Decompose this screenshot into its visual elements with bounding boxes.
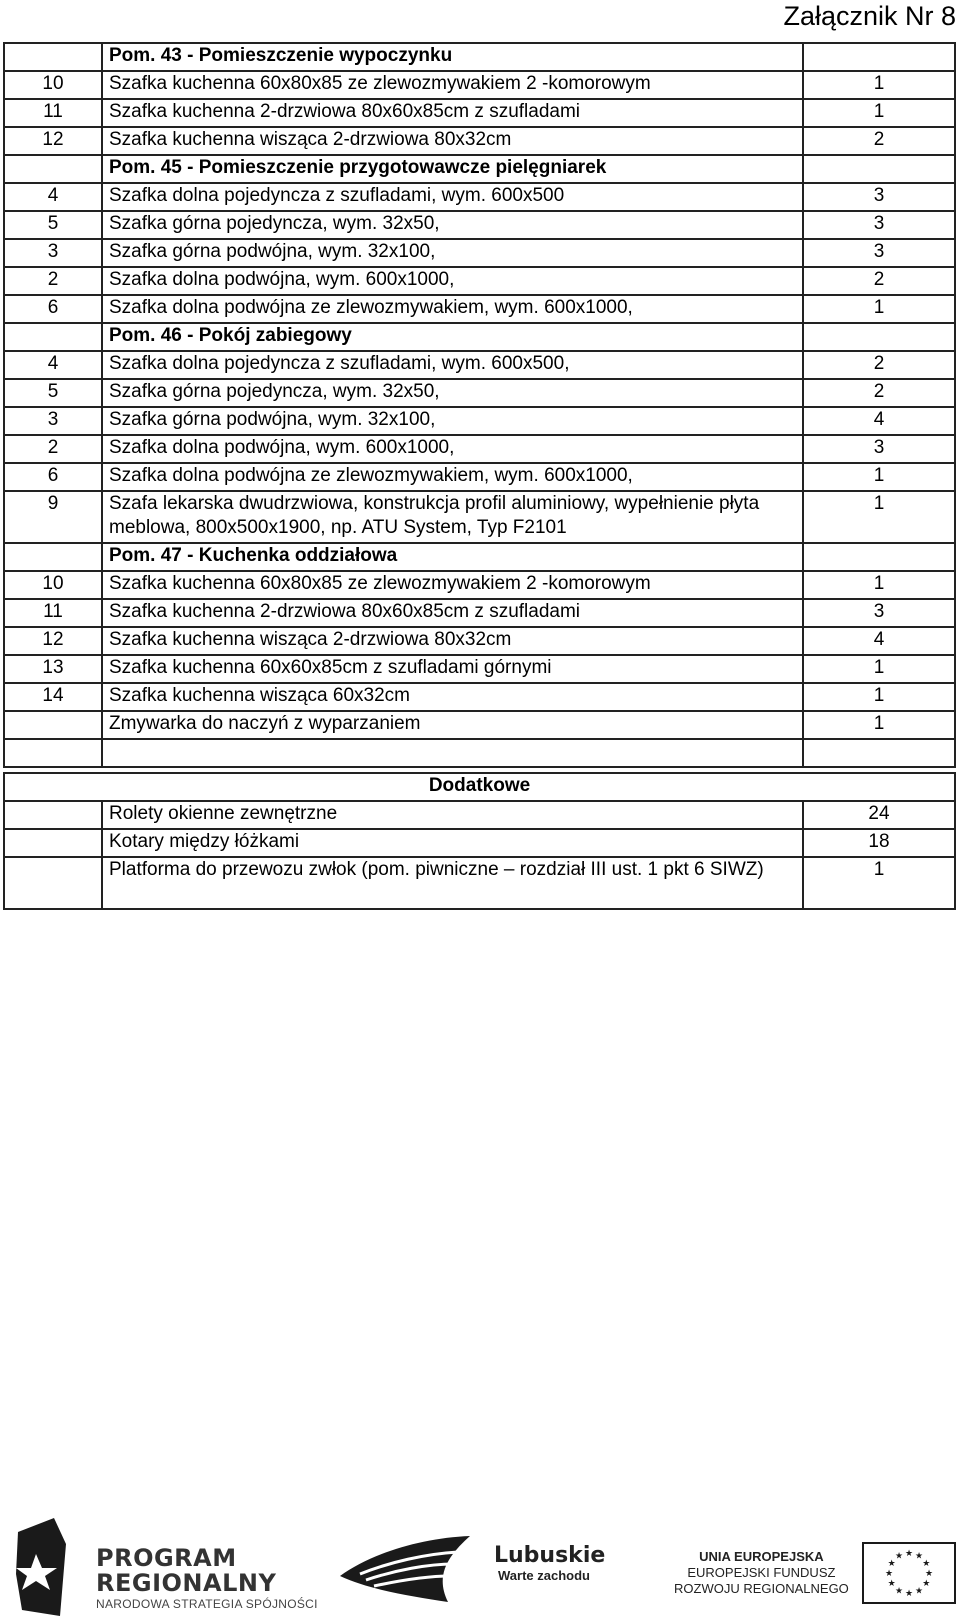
lubuskie-logo-icon [330, 1534, 480, 1604]
item-description: Szafka kuchenna 2-drzwiowa 80x60x85cm z szufladami [102, 599, 803, 627]
item-number: 11 [4, 599, 102, 627]
equipment-table-body [4, 43, 955, 909]
item-number: 14 [4, 683, 102, 711]
eu-star-icon: ★ [924, 1568, 934, 1578]
section-row [4, 155, 955, 183]
item-description: Szafka dolna podwójna ze zlewozmywakiem, wym. 600x1000, [102, 463, 803, 491]
table-row [4, 379, 955, 407]
eu-star-icon: ★ [922, 1558, 931, 1568]
item-description: Szafka dolna podwójna ze zlewozmywakiem, wym. 600x1000, [102, 295, 803, 323]
item-quantity: 1 [803, 655, 955, 683]
item-number: 12 [4, 127, 102, 155]
table-row [4, 627, 955, 655]
table-row [4, 599, 955, 627]
heading-row [4, 773, 955, 801]
item-number: 2 [4, 267, 102, 295]
eu-star-icon: ★ [914, 1585, 924, 1596]
heading-cell: Dodatkowe [4, 773, 955, 801]
item-quantity: 1 [803, 711, 955, 739]
item-number: 3 [4, 239, 102, 267]
item-quantity: 3 [803, 239, 955, 267]
item-number: 3 [4, 407, 102, 435]
table-row [4, 711, 955, 739]
eu-star-icon: ★ [922, 1578, 931, 1588]
item-number [4, 829, 102, 857]
item-quantity: 1 [803, 683, 955, 711]
eu-star-icon: ★ [904, 1548, 914, 1558]
program-regionalny-logo-icon [14, 1518, 72, 1616]
item-number [4, 43, 102, 71]
item-number [4, 711, 102, 739]
item-number [4, 155, 102, 183]
item-quantity [803, 739, 955, 767]
item-quantity: 4 [803, 407, 955, 435]
item-quantity: 1 [803, 295, 955, 323]
table-row [4, 435, 955, 463]
item-quantity [803, 43, 955, 71]
item-quantity: 1 [803, 71, 955, 99]
item-description: Szafka dolna pojedyncza z szufladami, wym. 600x500, [102, 351, 803, 379]
eu-flag-icon [862, 1542, 956, 1604]
item-number: 9 [4, 491, 102, 543]
item-quantity: 3 [803, 211, 955, 239]
program-line2: REGIONALNY [96, 1569, 277, 1597]
table-row [4, 351, 955, 379]
table-row [4, 683, 955, 711]
table-row [4, 127, 955, 155]
item-number: 10 [4, 71, 102, 99]
item-description: Szafa lekarska dwudrzwiowa, konstrukcja profil aluminiowy, wypełnienie płyta meblowa, 800x500x1900, np. ATU System, Typ F2101 [102, 491, 803, 543]
item-quantity [803, 155, 955, 183]
program-line1: PROGRAM [96, 1544, 237, 1572]
section-row [4, 543, 955, 571]
lubuskie-text [494, 1544, 605, 1584]
table-row [4, 295, 955, 323]
item-description: Szafka górna podwójna, wym. 32x100, [102, 407, 803, 435]
item-number: 4 [4, 183, 102, 211]
section-row [4, 323, 955, 351]
item-number: 5 [4, 211, 102, 239]
item-number [4, 857, 102, 909]
table-row [4, 239, 955, 267]
item-quantity [803, 543, 955, 571]
item-quantity: 3 [803, 599, 955, 627]
eu-star-icon: ★ [884, 1568, 894, 1578]
item-number: 2 [4, 435, 102, 463]
item-number [4, 801, 102, 829]
item-description: Szafka kuchenna 60x80x85 ze zlewozmywakiem 2 -komorowym [102, 571, 803, 599]
ue-line3: ROZWOJU REGIONALNEGO [674, 1581, 849, 1596]
item-description: Szafka kuchenna 60x80x85 ze zlewozmywakiem 2 -komorowym [102, 71, 803, 99]
item-description: Zmywarka do naczyń z wyparzaniem [102, 711, 803, 739]
item-description: Kotary między łóżkami [102, 829, 803, 857]
ue-text [674, 1548, 849, 1597]
item-description: Platforma do przewozu zwłok (pom. piwniczne – rozdział III ust. 1 pkt 6 SIWZ) [102, 857, 803, 909]
item-description: Szafka kuchenna wisząca 60x32cm [102, 683, 803, 711]
section-title: Pom. 43 - Pomieszczenie wypoczynku [102, 43, 803, 71]
item-quantity: 3 [803, 435, 955, 463]
item-quantity: 2 [803, 267, 955, 295]
blank-row [4, 739, 955, 767]
section-title: Pom. 46 - Pokój zabiegowy [102, 323, 803, 351]
item-description: Szafka kuchenna wisząca 2-drzwiowa 80x32cm [102, 127, 803, 155]
item-quantity: 4 [803, 627, 955, 655]
item-quantity: 1 [803, 463, 955, 491]
section-row [4, 43, 955, 71]
eu-star-icon: ★ [887, 1578, 896, 1588]
table-row [4, 571, 955, 599]
program-regionalny-text [96, 1546, 318, 1612]
item-quantity: 1 [803, 491, 955, 543]
item-quantity: 2 [803, 351, 955, 379]
item-description: Szafka górna podwójna, wym. 32x100, [102, 239, 803, 267]
table-row [4, 267, 955, 295]
table-row [4, 463, 955, 491]
eu-star-icon: ★ [914, 1550, 924, 1561]
section-title: Pom. 47 - Kuchenka oddziałowa [102, 543, 803, 571]
item-number: 4 [4, 351, 102, 379]
lubuskie-line1: Lubuskie [494, 1543, 606, 1568]
item-description: Szafka kuchenna wisząca 2-drzwiowa 80x32cm [102, 627, 803, 655]
item-number: 6 [4, 463, 102, 491]
item-description: Szafka dolna pojedyncza z szufladami, wym. 600x500 [102, 183, 803, 211]
item-number [4, 739, 102, 767]
table-row [4, 655, 955, 683]
table-row [4, 491, 955, 543]
section-title: Pom. 45 - Pomieszczenie przygotowawcze pielęgniarek [102, 155, 803, 183]
item-description [102, 739, 803, 767]
lubuskie-line2: Warte zachodu [498, 1568, 590, 1583]
item-quantity: 1 [803, 857, 955, 909]
item-number: 10 [4, 571, 102, 599]
eu-star-icon: ★ [894, 1550, 904, 1561]
table-row [4, 99, 955, 127]
item-number: 6 [4, 295, 102, 323]
item-quantity: 3 [803, 183, 955, 211]
footer-logos [0, 1518, 960, 1617]
item-description: Szafka górna pojedyncza, wym. 32x50, [102, 379, 803, 407]
ue-line2: EUROPEJSKI FUNDUSZ [687, 1565, 836, 1580]
ue-line1: UNIA EUROPEJSKA [699, 1549, 824, 1564]
eu-star-icon: ★ [887, 1558, 896, 1568]
table-row [4, 829, 955, 857]
item-quantity: 1 [803, 99, 955, 127]
table-row [4, 211, 955, 239]
item-quantity: 24 [803, 801, 955, 829]
item-description: Szafka dolna podwójna, wym. 600x1000, [102, 435, 803, 463]
eu-star-icon: ★ [904, 1588, 914, 1598]
table-row [4, 71, 955, 99]
program-line3: NARODOWA STRATEGIA SPÓJNOŚCI [96, 1597, 318, 1611]
eu-star-icon: ★ [894, 1585, 904, 1596]
item-number: 11 [4, 99, 102, 127]
item-quantity: 18 [803, 829, 955, 857]
table-row [4, 801, 955, 829]
table-row [4, 183, 955, 211]
item-number: 13 [4, 655, 102, 683]
table-row [4, 407, 955, 435]
item-number: 12 [4, 627, 102, 655]
table-row [4, 857, 955, 909]
item-number [4, 543, 102, 571]
item-description: Szafka kuchenna 2-drzwiowa 80x60x85cm z szufladami [102, 99, 803, 127]
item-description: Szafka górna pojedyncza, wym. 32x50, [102, 211, 803, 239]
item-description: Szafka kuchenna 60x60x85cm z szufladami górnymi [102, 655, 803, 683]
annex-title: Załącznik Nr 8 [783, 1, 956, 31]
item-quantity: 2 [803, 379, 955, 407]
item-description: Szafka dolna podwójna, wym. 600x1000, [102, 267, 803, 295]
item-quantity: 1 [803, 571, 955, 599]
item-quantity: 2 [803, 127, 955, 155]
item-number: 5 [4, 379, 102, 407]
item-description: Rolety okienne zewnętrzne [102, 801, 803, 829]
item-quantity [803, 323, 955, 351]
item-number [4, 323, 102, 351]
equipment-table [3, 42, 956, 910]
